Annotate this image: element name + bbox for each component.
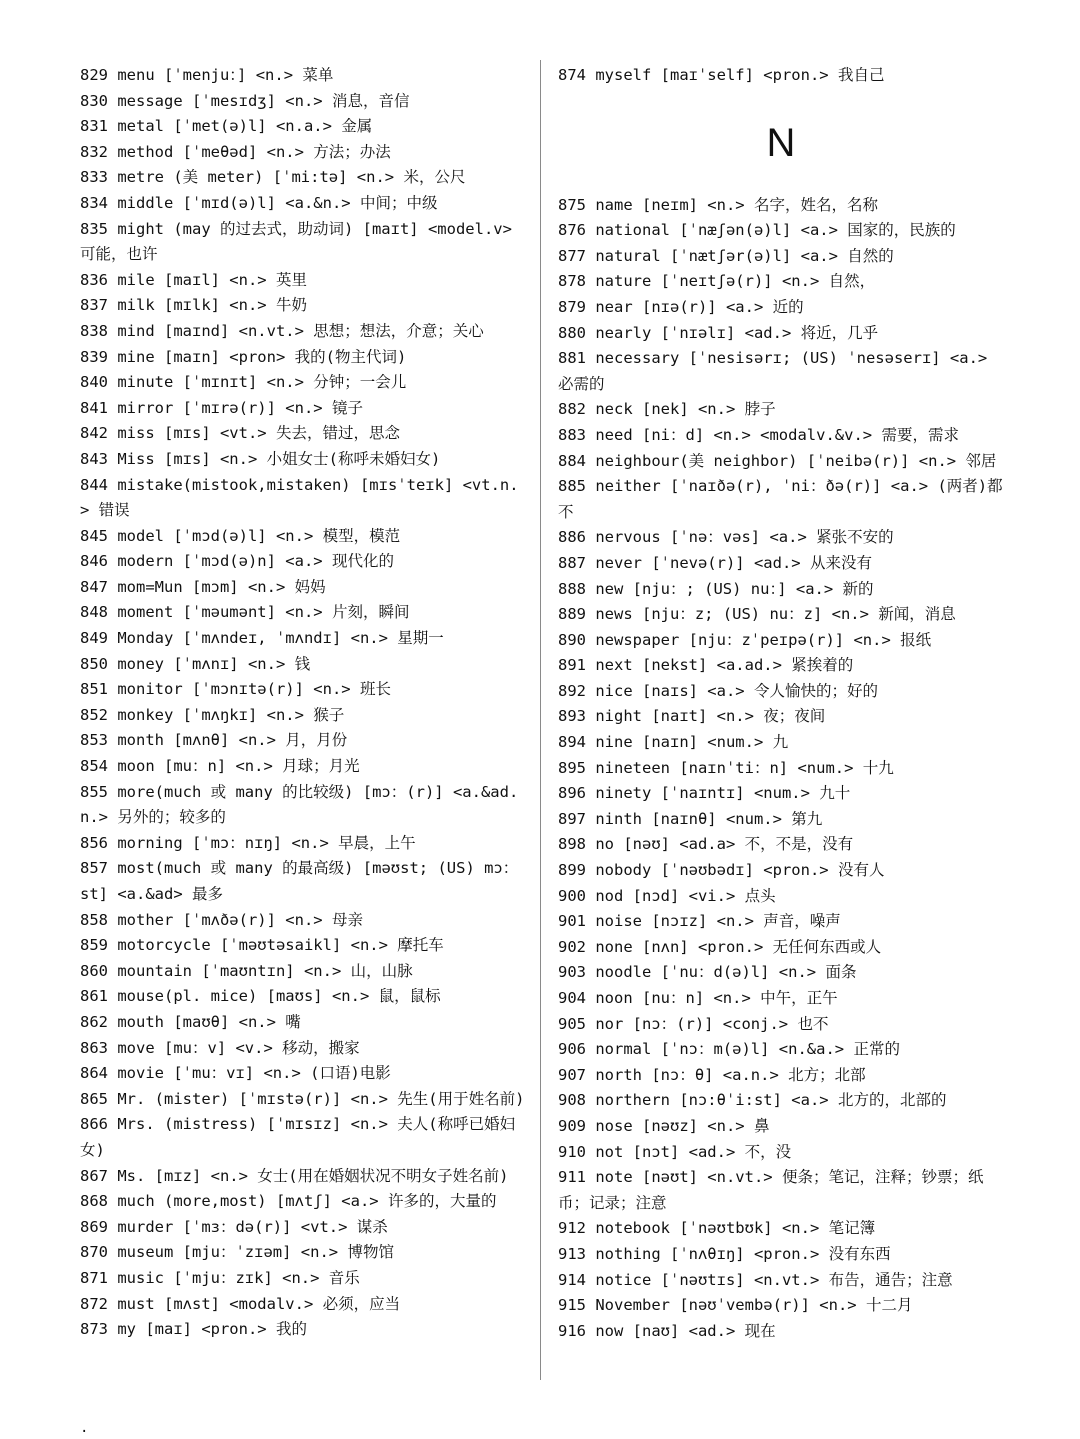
- vocab-entry: 849 Monday [ˈmʌndeɪ, ˈmʌndɪ] <n.> 星期一: [80, 629, 444, 648]
- vocab-entry: 870 museum [mju：ˈzɪəm] <n.> 博物馆: [80, 1243, 394, 1262]
- vocab-entry: 898 no [nəʊ] <ad.a> 不，不是，没有: [558, 835, 854, 854]
- vocab-entry: 864 movie [ˈmu：vɪ] <n.> (口语)电影: [80, 1064, 391, 1083]
- vocab-entry: 854 moon [mu：n] <n.> 月球；月光: [80, 757, 360, 776]
- vocab-entry: 872 must [mʌst] <modalv.> 必须，应当: [80, 1294, 401, 1313]
- vocab-entry: 842 miss [mɪs] <vt.> 失去，错过，思念: [80, 424, 400, 443]
- vocab-entry: 840 minute [ˈmɪnɪt] <n.> 分钟；一会儿: [80, 373, 407, 392]
- vocab-entry: 884 neighbour(美 neighbor) [ˈneibə(r)] <n.> 邻居: [558, 451, 997, 470]
- vocab-entry: 877 natural [ˈnætʃər(ə)l] <a.> 自然的: [558, 246, 894, 265]
- section-letter-heading: N: [766, 120, 796, 165]
- vocab-entry: 914 notice [ˈnəʊtɪs] <n.vt.> 布告，通告；注意: [558, 1270, 953, 1289]
- vocab-entry: 853 month [mʌnθ] <n.> 月，月份: [80, 731, 348, 750]
- vocab-entry: 873 my [maɪ] <pron.> 我的: [80, 1320, 307, 1339]
- vocab-entry: 910 not [nɔt] <ad.> 不，没: [558, 1142, 792, 1161]
- vocab-entry: 895 nineteen [naɪnˈti：n] <num.> 十九: [558, 758, 894, 777]
- vocab-entry: 850 money [ˈmʌnɪ] <n.> 钱: [80, 654, 311, 673]
- vocab-entry: 886 nervous [ˈnə：vəs] <a.> 紧张不安的: [558, 528, 894, 547]
- vocab-entry: 860 mountain [ˈmaʊntɪn] <n.> 山，山脉: [80, 961, 413, 980]
- vocab-entry: 867 Ms. [mɪz] <n.> 女士(用在婚姻状况不明女子姓名前): [80, 1166, 509, 1185]
- vocab-entry: 841 mirror [ˈmɪrə(r)] <n.> 镜子: [80, 398, 363, 417]
- vocab-entry: 899 nobody [ˈnəʊbədɪ] <pron.> 没有人: [558, 861, 885, 880]
- vocab-entry: 844 mistake(mistook,mistaken) [mɪsˈteɪk] <vt.n.> 错误: [80, 475, 519, 520]
- vocab-entry: 889 news [nju：z; (US) nu：z] <n.> 新闻，消息: [558, 605, 956, 624]
- vocab-entry: 836 mile [maɪl] <n.> 英里: [80, 270, 307, 289]
- vocab-entry: 911 note [nəʊt] <n.vt.> 便条；笔记，注释；钞票；纸币；记录；注意: [558, 1168, 984, 1212]
- vocab-entry: 866 Mrs. (mistress) [ˈmɪsɪz] <n.> 夫人(称呼已婚妇女): [80, 1115, 516, 1159]
- vocab-entry: 876 national [ˈnæʃən(ə)l] <a.> 国家的，民族的: [558, 221, 956, 240]
- vocab-entry: 892 nice [naɪs] <a.> 令人愉快的；好的: [558, 681, 878, 700]
- vocab-entry: 847 mom=Mun [mɔm] <n.> 妈妈: [80, 577, 326, 596]
- column-divider: [540, 60, 541, 1380]
- vocab-entry: 830 message [ˈmesɪdʒ] <n.> 消息，音信: [80, 91, 410, 110]
- vocab-entry: 903 noodle [ˈnu：d(ə)l] <n.> 面条: [558, 963, 857, 982]
- vocab-entry: 905 nor [nɔ：(r)] <conj.> 也不: [558, 1014, 829, 1033]
- vocab-entry: 857 most(much 或 many 的最高级) [məʊst; (US) mɔ：st] <a.&ad> 最多: [80, 859, 519, 903]
- vocab-entry: 901 noise [nɔɪz] <n.> 声音，噪声: [558, 912, 841, 931]
- vocab-entry: 906 normal [ˈnɔ：m(ə)l] <n.&a.> 正常的: [558, 1040, 900, 1059]
- vocab-entry: 839 mine [maɪn] <pron> 我的(物主代词): [80, 347, 407, 366]
- footer-mark: .: [80, 1420, 89, 1436]
- vocab-entry: 851 monitor [ˈmɔnɪtə(r)] <n.> 班长: [80, 680, 391, 699]
- vocab-entry: 848 moment [ˈməumənt] <n.> 片刻，瞬间: [80, 603, 410, 622]
- vocab-entry: 843 Miss [mɪs] <n.> 小姐女士(称呼未婚妇女): [80, 449, 441, 468]
- vocab-entry: 891 next [nekst] <a.ad.> 紧挨着的: [558, 656, 854, 675]
- vocab-entry: 882 neck [nek] <n.> 脖子: [558, 400, 776, 419]
- vocab-entry: 890 newspaper [nju：zˈpeɪpə(r)] <n.> 报纸: [558, 630, 932, 649]
- vocab-entry: 896 ninety [ˈnaɪntɪ] <num.> 九十: [558, 784, 851, 803]
- vocab-entry: 916 now [naʊ] <ad.> 现在: [558, 1321, 776, 1340]
- vocab-entry: 885 neither [ˈnaɪðə(r), ˈni：ðə(r)] <a.> (两者)都不: [558, 477, 1003, 521]
- vocab-entry: 829 menu [ˈmenju：] <n.> 菜单: [80, 66, 334, 84]
- vocab-entry: 862 mouth [maʊθ] <n.> 嘴: [80, 1012, 301, 1031]
- vocab-entry: 915 November [nəʊˈvembə(r)] <n.> 十二月: [558, 1296, 913, 1315]
- vocab-entry: 883 need [ni：d] <n.> <modalv.&v.> 需要，需求: [558, 425, 959, 444]
- vocab-entry: 846 modern [ˈmɔd(ə)n] <a.> 现代化的: [80, 552, 394, 571]
- vocab-entry: 833 metre (美 meter) [ˈmi:tə] <n.> 米，公尺: [80, 168, 466, 187]
- vocab-entry: 868 much (more,most) [mʌtʃ] <a.> 许多的，大量的: [80, 1192, 497, 1211]
- vocab-entry: 838 mind [maɪnd] <n.vt.> 思想；想法，介意；关心: [80, 321, 484, 340]
- vocab-entry: 863 move [mu：v] <v.> 移动，搬家: [80, 1038, 360, 1057]
- left-column: [80, 63, 525, 1343]
- vocab-entry: 852 monkey [ˈmʌŋkɪ] <n.> 猴子: [80, 705, 345, 724]
- vocab-entry: 908 northern [nɔ:θˈi:st] <a.> 北方的，北部的: [558, 1091, 947, 1110]
- right-column-top: [558, 63, 1004, 89]
- vocab-entry: 878 nature [ˈneɪtʃə(r)] <n.> 自然，: [558, 272, 876, 291]
- vocab-entry: 832 method [ˈmeθəd] <n.> 方法；办法: [80, 142, 391, 161]
- vocab-entry: 835 might (may 的过去式，助动词) [maɪt] <model.v> 可能，也许: [80, 219, 512, 264]
- right-column: [558, 63, 1004, 1344]
- vocab-entry: 879 near [nɪə(r)] <a.> 近的: [558, 297, 804, 316]
- vocab-entry: 897 ninth [naɪnθ] <num.> 第九: [558, 809, 823, 828]
- vocab-entry: 834 middle [ˈmɪd(ə)l] <a.&n.> 中间；中级: [80, 193, 438, 212]
- vocab-entry: 856 morning [ˈmɔ：nɪŋ] <n.> 早晨，上午: [80, 833, 416, 852]
- vocab-entry: 859 motorcycle [ˈməʊtəsaikl] <n.> 摩托车: [80, 936, 444, 955]
- vocab-entry: 888 new [nju：; (US) nu：] <a.> 新的: [558, 579, 874, 598]
- vocab-entry: 909 nose [nəʊz] <n.> 鼻: [558, 1116, 770, 1135]
- vocab-entry: 861 mouse(pl. mice) [maʊs] <n.> 鼠，鼠标: [80, 987, 441, 1006]
- vocab-entry: 858 mother [ˈmʌðə(r)] <n.> 母亲: [80, 910, 363, 929]
- vocab-entry: 880 nearly [ˈnɪəlɪ] <ad.> 将近，几乎: [558, 323, 879, 342]
- vocab-entry: 837 milk [mɪlk] <n.> 牛奶: [80, 296, 307, 315]
- vocab-entry: 855 more(much 或 many 的比较级) [mɔ：(r)] <a.&ad.n.> 另外的；较多的: [80, 782, 519, 827]
- vocab-entry: 904 noon [nu：n] <n.> 中午，正午: [558, 989, 838, 1007]
- vocab-entry: 900 nod [nɔd] <vi.> 点头: [558, 886, 776, 905]
- vocab-entry: 865 Mr. (mister) [ˈmɪstə(r)] <n.> 先生(用于姓名前): [80, 1089, 525, 1108]
- vocab-entry: 894 nine [naɪn] <num.> 九: [558, 733, 789, 752]
- vocab-entry: 902 none [nʌn] <pron.> 无任何东西或人: [558, 937, 882, 956]
- vocab-entry: 871 music [ˈmju：zɪk] <n.> 音乐: [80, 1268, 360, 1287]
- vocab-entry: 875 name [neɪm] <n.> 名字，姓名，名称: [558, 195, 878, 214]
- vocab-entry: 912 notebook [ˈnəʊtbʊk] <n.> 笔记簿: [558, 1219, 876, 1238]
- vocab-entry: 874 myself [maɪˈself] <pron.> 我自己: [558, 66, 885, 84]
- vocab-entry: 887 never [ˈnevə(r)] <ad.> 从来没有: [558, 553, 872, 572]
- vocab-entry: 845 model [ˈmɔd(ə)l] <n.> 模型，模范: [80, 526, 401, 545]
- vocab-entry: 907 north [nɔ：θ] <a.n.> 北方；北部: [558, 1065, 866, 1084]
- vocab-entry: 831 metal [ˈmet(ə)l] <n.a.> 金属: [80, 117, 373, 136]
- vocab-entry: 893 night [naɪt] <n.> 夜；夜间: [558, 707, 826, 726]
- vocab-entry: 869 murder [ˈmɜ：də(r)] <vt.> 谋杀: [80, 1217, 388, 1236]
- vocab-entry: 913 nothing [ˈnʌθɪŋ] <pron.> 没有东西: [558, 1244, 891, 1263]
- right-column-entries: [558, 193, 1004, 1345]
- vocab-entry: 881 necessary [ˈnesisərɪ; (US) ˈnesəserɪ] <a.> 必需的: [558, 349, 988, 393]
